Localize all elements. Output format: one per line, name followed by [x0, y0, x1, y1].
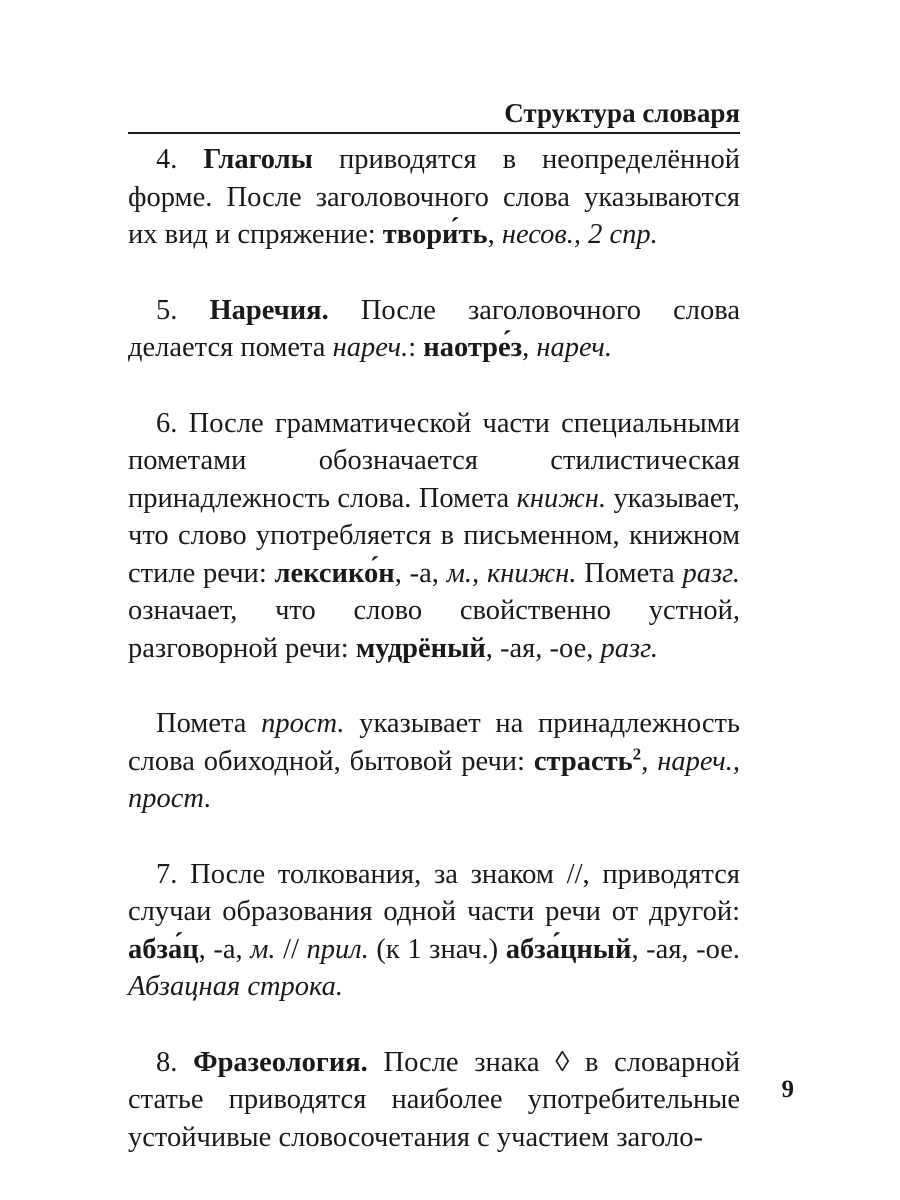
body-text: приводятся в неопределённой форме. После заголовочного слова указываются их вид и спряжение:	[128, 144, 741, 250]
body-text: Помета	[576, 557, 683, 589]
body-text: ,	[641, 745, 658, 777]
example-headword: лексико́н	[274, 557, 395, 589]
body-text: указывает на принадлежность слова обиходной, бытовой речи:	[128, 708, 740, 777]
body-text: , -а,	[394, 557, 447, 589]
body-text: После заголовочного слова делается помета	[128, 294, 740, 363]
paragraph-7	[128, 856, 740, 1006]
paragraph-8	[128, 1044, 740, 1157]
example-headword: мудрёный	[355, 632, 486, 664]
style-label: м., книжн.	[446, 557, 577, 589]
paragraph-5	[128, 292, 740, 367]
example-headword: страсть	[533, 745, 633, 777]
homonym-index: 2	[632, 744, 642, 763]
paragraph-4	[128, 141, 740, 254]
body-text: ,	[487, 219, 502, 250]
term-heading: Фразеология.	[193, 1046, 368, 1078]
running-head: Структура словаря	[128, 96, 740, 134]
example-headword: абза́цный	[505, 933, 632, 965]
paragraph-number: 4.	[156, 144, 178, 175]
body-text: :	[408, 332, 424, 363]
body-text: , -ая, -ое,	[485, 632, 601, 664]
style-label: книжн.	[516, 482, 607, 514]
term-heading: Глаголы	[203, 144, 313, 175]
paragraph-6-continued	[128, 705, 740, 818]
grammar-label: нареч.	[332, 332, 409, 363]
body-text: означает, что слово свойственно устной, разговорной речи:	[128, 595, 740, 664]
usage-example: Абзацная строка.	[128, 971, 344, 1002]
style-label: разг.	[600, 632, 658, 664]
grammar-label: нареч.	[536, 332, 613, 363]
body-text: //	[275, 933, 307, 965]
example-headword: твори́ть	[382, 219, 488, 250]
style-label: прост.	[261, 708, 345, 739]
page-body	[128, 141, 740, 1156]
body-text: Помета	[156, 708, 262, 739]
body-text: 7. После толкования, за знаком //, приводятся случаи образования одной части речи от другой:	[128, 858, 740, 927]
page-number: 9	[781, 1076, 794, 1103]
example-headword: абза́ц	[128, 933, 199, 965]
paragraph-number: 8.	[156, 1046, 178, 1078]
body-text: 6. После грамматической части специальными пометами обозначается стилистическая принадлежность слова. Помета	[128, 407, 740, 514]
style-label: нареч., прост.	[128, 745, 741, 814]
body-text: указывает, что слово употребляется в письменном, книжном стиле речи:	[128, 482, 740, 589]
grammar-label: прил.	[306, 933, 369, 965]
term-heading: Наречия.	[209, 294, 329, 326]
paragraph-number: 5.	[156, 294, 178, 326]
body-text: После знака ◊ в словарной статье приводятся наиболее употребительные устойчивые словосочетания с участием заголо-	[128, 1046, 741, 1153]
paragraph-6	[128, 405, 740, 668]
grammar-label: несов., 2 спр.	[501, 219, 658, 250]
grammar-label: м.	[250, 933, 276, 965]
body-text: , -ая, -ое.	[631, 933, 741, 965]
style-label: разг.	[682, 557, 740, 589]
body-text: ,	[522, 332, 537, 363]
body-text: (к 1 знач.)	[368, 933, 506, 965]
body-text: , -а,	[198, 933, 251, 965]
example-headword: наотре́з	[423, 332, 523, 363]
